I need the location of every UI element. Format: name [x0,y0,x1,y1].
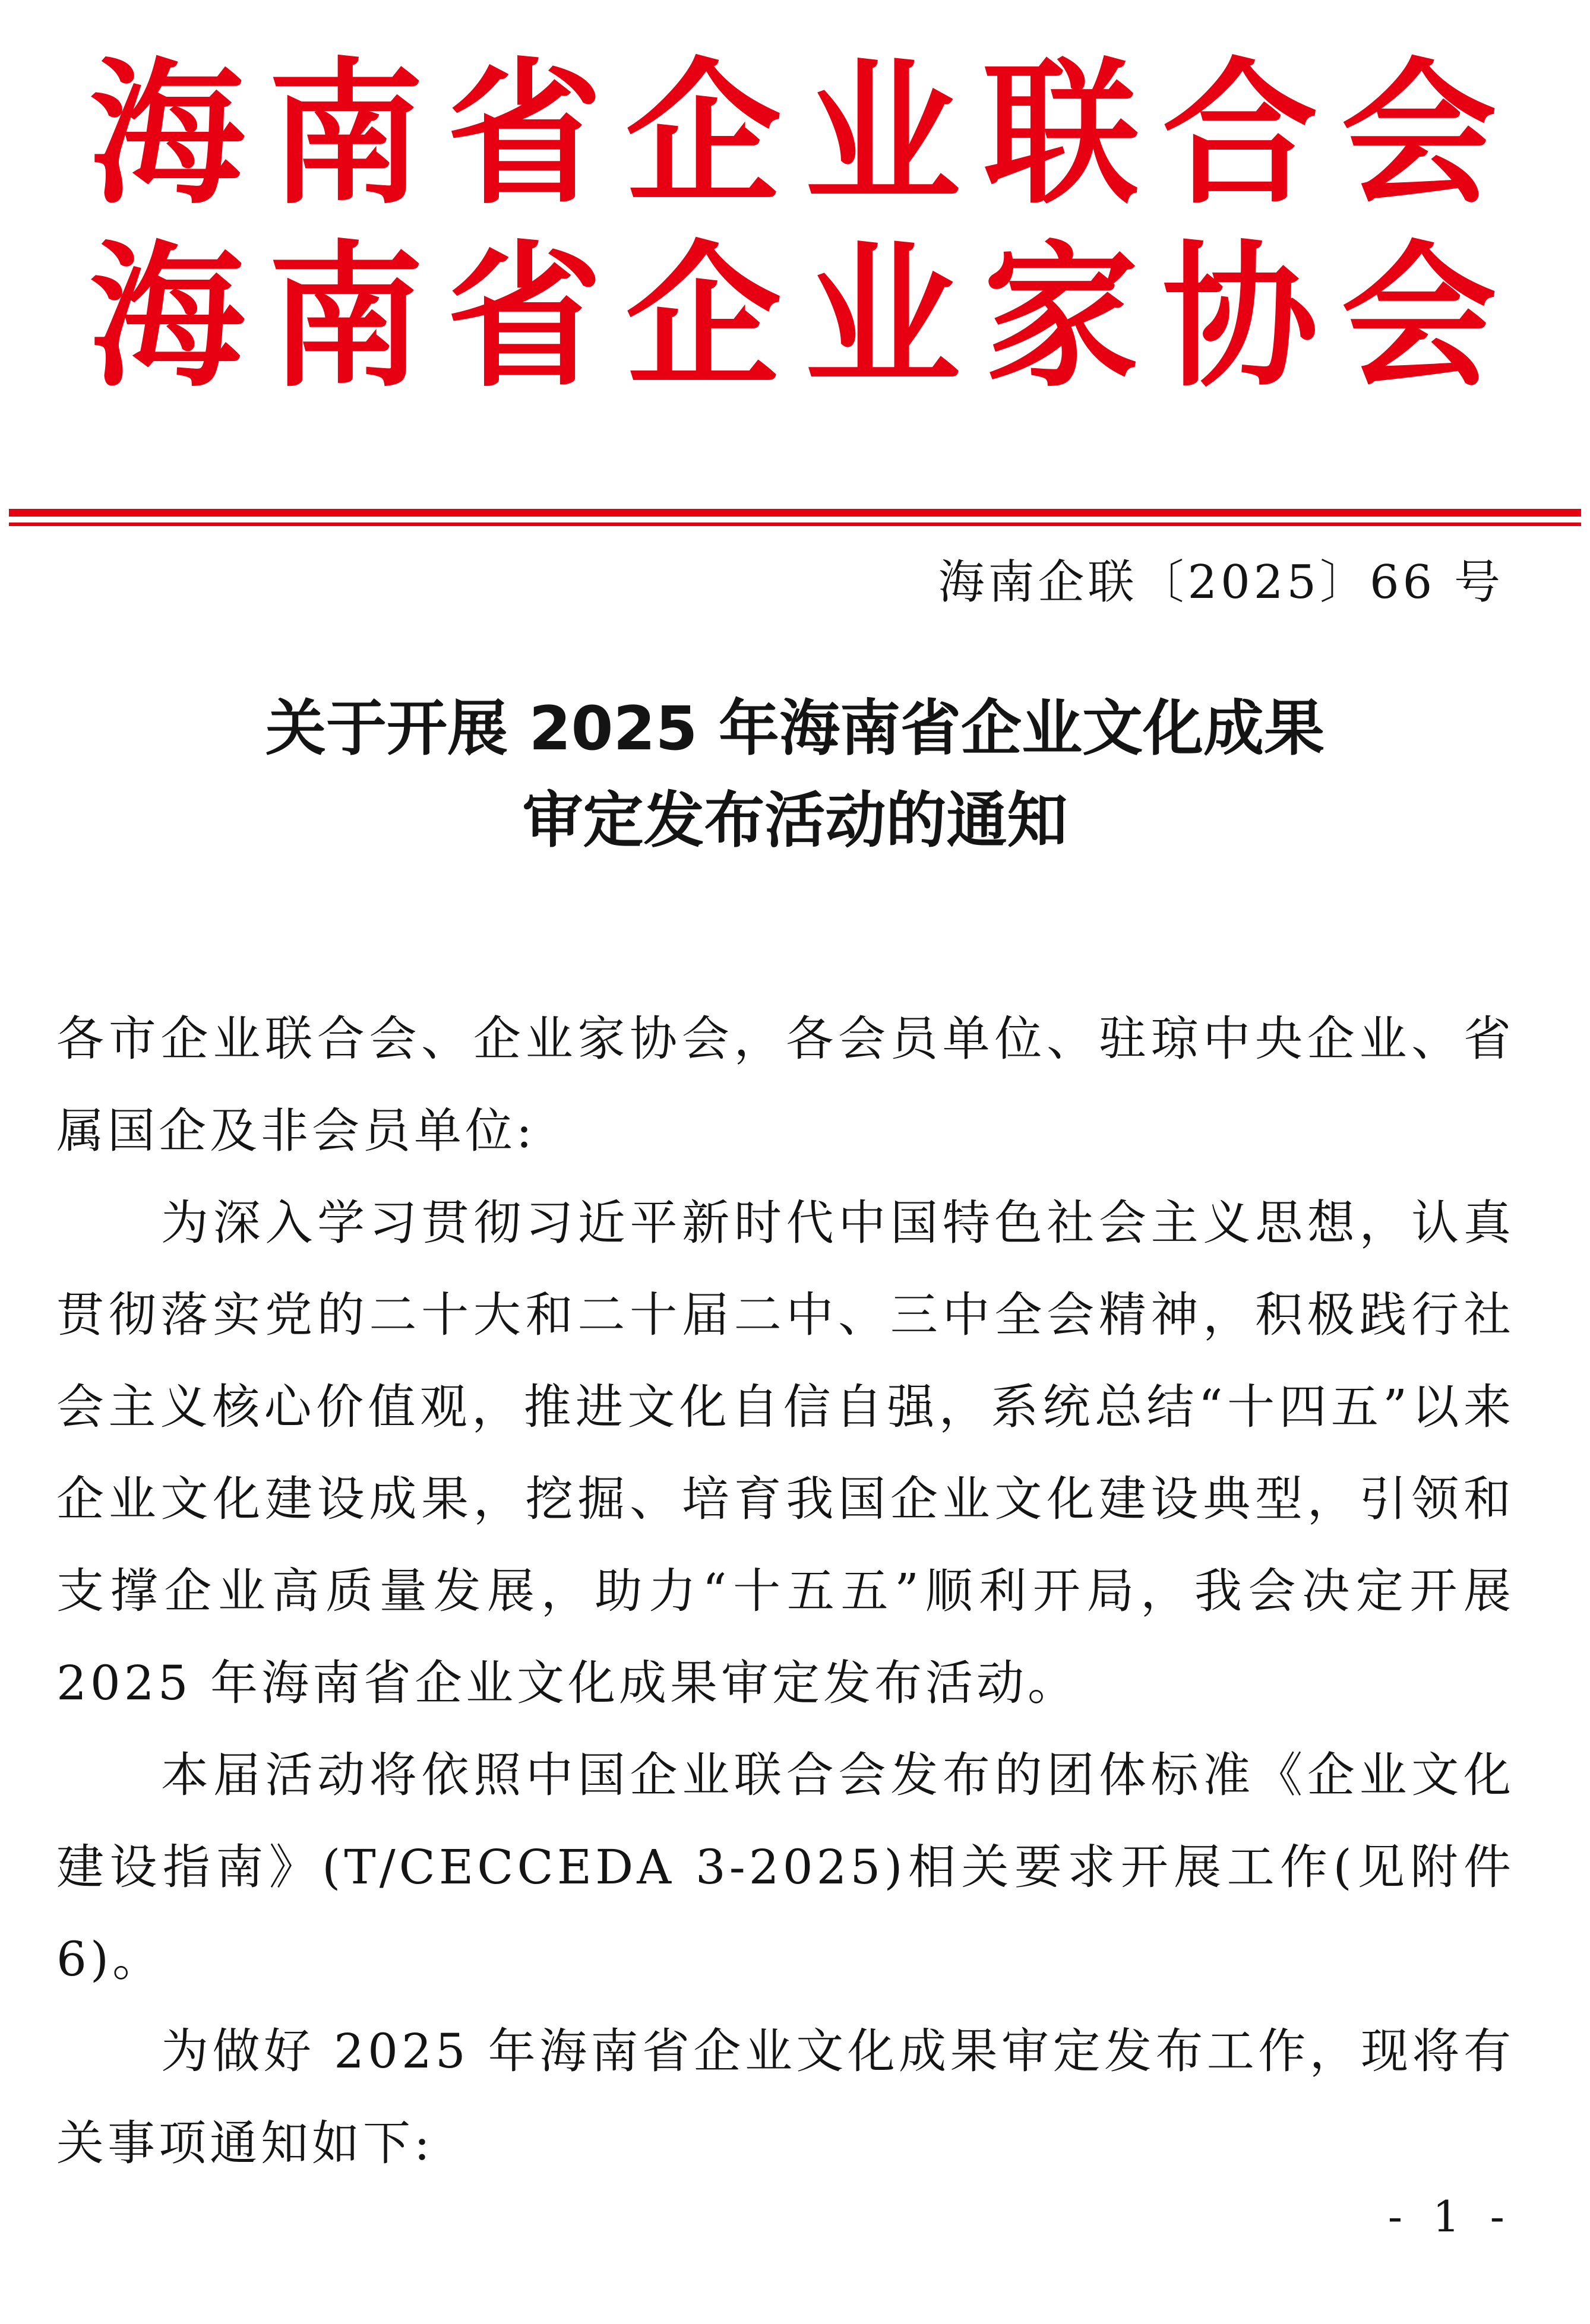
masthead-char: 业 [804,42,960,225]
masthead-char: 联 [983,42,1139,225]
masthead-char: 合 [1162,42,1318,225]
document-title [0,683,1590,867]
masthead-char: 企 [625,42,782,225]
page-number: - 1 - [1387,2192,1513,2241]
masthead-char: 海 [89,225,245,408]
title-line-2: 审定发布活动的通知 [522,786,1068,856]
masthead-line-2 [89,225,1497,408]
masthead-char: 会 [1341,42,1497,225]
masthead-char: 南 [268,225,424,408]
title-line-1: 关于开展 2025 年海南省企业文化成果 [265,694,1325,764]
masthead-char: 业 [804,225,960,408]
body-paragraph: 为深入学习贯彻习近平新时代中国特色社会主义思想，认真贯彻落实党的二十大和二十届二中、三中全会精神，积极践行社会主义核心价值观，推进文化自信自强，系统总结“十四五”以来企业文化建设成果，挖掘、培育我国企业文化建设典型，引领和支撑企业高质量发展，助力“十五五”顺利开局，我会决定开展 2025 年海南省企业文化成果审定发布活动。 [56,1195,1515,1711]
masthead-char: 协 [1162,225,1318,408]
masthead-char: 海 [89,42,245,225]
masthead-line-1 [89,42,1497,225]
body-paragraph: 为做好 2025 年海南省企业文化成果审定发布工作，现将有关事项通知如下: [56,2024,1515,2171]
masthead-char: 省 [447,225,603,408]
salutation: 各市企业联合会、企业家协会，各会员单位、驻琼中央企业、省属国企及非会员单位: [56,1011,1515,1158]
masthead-rule-thin [9,523,1581,526]
masthead-char: 企 [625,225,782,408]
masthead-rule-thick [9,509,1581,517]
masthead-char: 南 [268,42,424,225]
masthead-char: 家 [983,225,1139,408]
masthead-char: 省 [447,42,603,225]
masthead-char: 会 [1341,225,1497,408]
document-body [56,993,1515,2189]
body-paragraph: 本届活动将依照中国企业联合会发布的团体标准《企业文化建设指南》(T/CECCEDA 3-2025)相关要求开展工作(见附件 6)。 [56,1747,1515,1987]
document-number: 海南企联〔2025〕66 号 [938,556,1504,609]
